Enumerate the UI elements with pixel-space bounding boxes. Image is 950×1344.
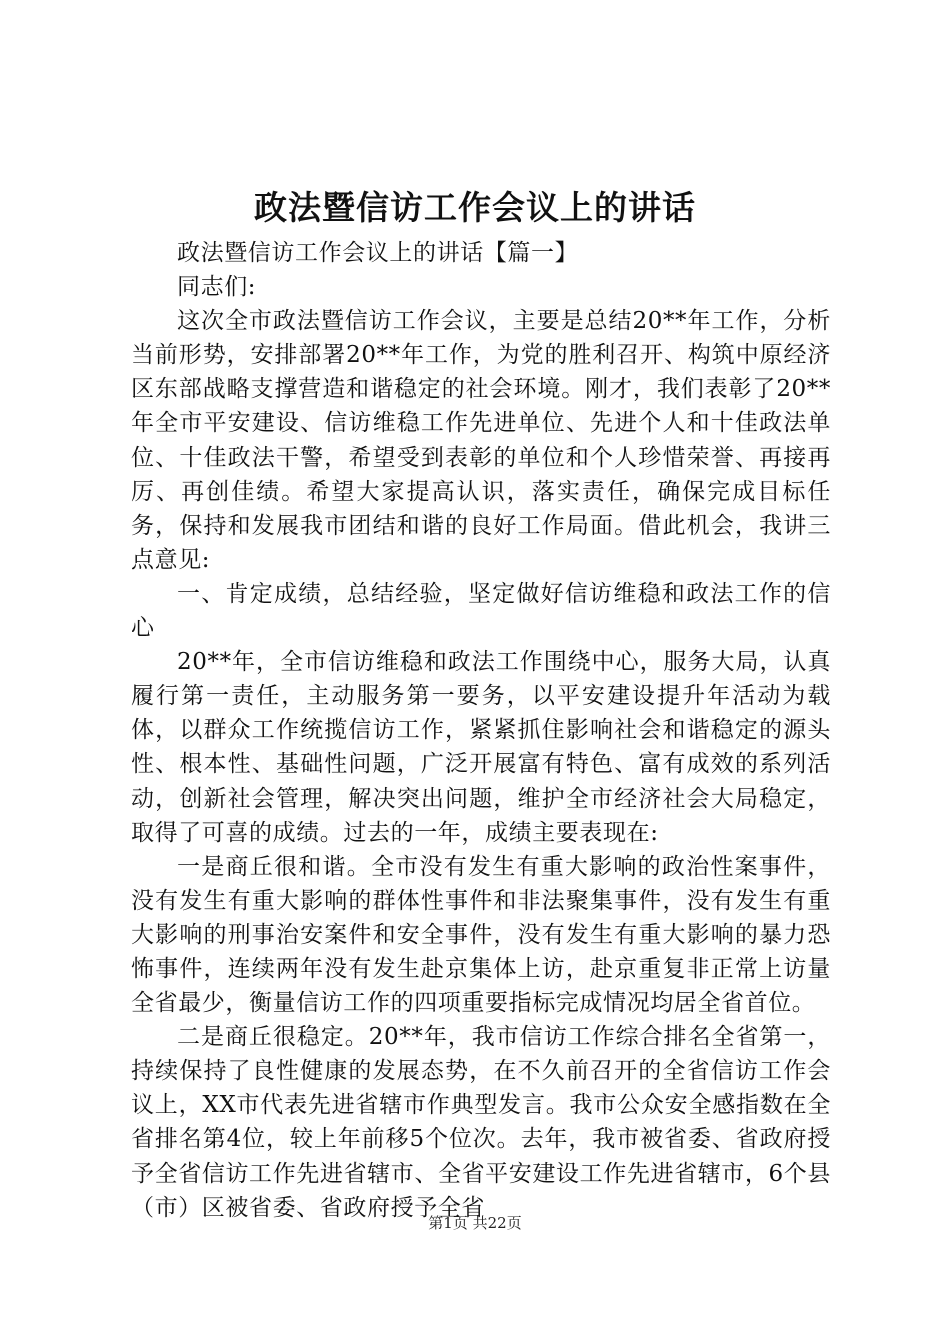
paragraph: 20**年，全市信访维稳和政法工作围绕中心，服务大局，认真履行第一责任，主动服务第一要务，以平安建设提升年活动为载体，以群众工作统揽信访工作，紧紧抓住影响社会和谐稳定的源头性、根本性、基础性问题，广泛开展富有特色、富有成效的系列活动，创新社会管理，解决突出问题，维护全市经济社会大局稳定，取得了可喜的成绩。过去的一年，成绩主要表现在:: [131, 649, 831, 846]
section-heading: 政法暨信访工作会议上的讲话【篇一】: [177, 240, 579, 266]
point-heading: 一、肯定成绩，总结经验，坚定做好信访维稳和政法工作的信心: [131, 580, 831, 642]
salutation: 同志们:: [177, 274, 257, 301]
paragraph: 二是商丘很稳定。20**年，我市信访工作综合排名全省第一，持续保持了良性健康的发展态势，在不久前召开的全省信访工作会议上，XX市代表先进省辖市作典型发言。我市公众安全感指数在全省排名第4位，较上年前移5个位次。去年，我市被省委、省政府授予全省信访工作先进省辖市、全省平安建设工作先进省辖市，6个县（市）区被省委、省政府授予全省: [131, 1024, 831, 1221]
document-title: 政法暨信访工作会议上的讲话: [254, 188, 696, 227]
paragraph: 一是商丘很和谐。全市没有发生有重大影响的政治性案事件，没有发生有重大影响的群体性事件和非法聚集事件，没有发生有重大影响的刑事治安案件和安全事件，没有发生有重大影响的暴力恐怖事件，连续两年没有发生赴京集体上访，赴京重复非正常上访量全省最少，衡量信访工作的四项重要指标完成情况均居全省首位。: [131, 853, 831, 1017]
document-body: [131, 236, 831, 1225]
paragraph: 这次全市政法暨信访工作会议，主要是总结20**年工作，分析当前形势，安排部署20**年工作，为党的胜利召开、构筑中原经济区东部战略支撑营造和谐稳定的社会环境。刚才，我们表彰了20**年全市平安建设、信访维稳工作先进单位、先进个人和十佳政法单位、十佳政法干警，希望受到表彰的单位和个人珍惜荣誉、再接再厉、再创佳绩。希望大家提高认识，落实责任，确保完成目标任务，保持和发展我市团结和谐的良好工作局面。借此机会，我讲三点意见:: [131, 308, 831, 573]
page-number: 第1页 共22页: [428, 1214, 522, 1232]
